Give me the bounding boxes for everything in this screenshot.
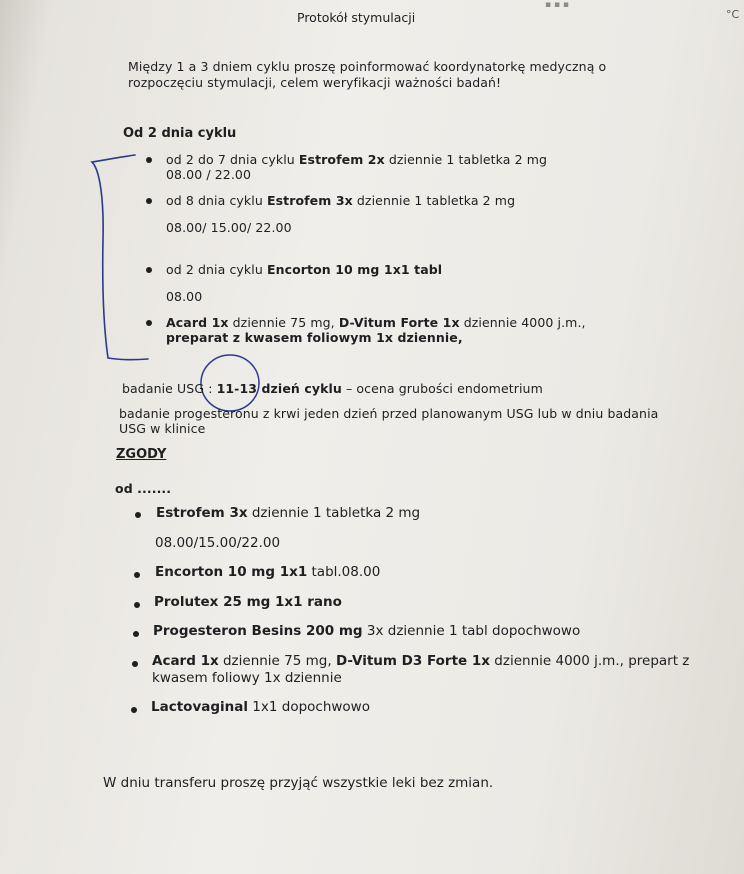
- bullet: [134, 602, 140, 608]
- usg-line: badanie USG : 11-13 dzień cyklu – ocena grubości endometrium: [122, 381, 543, 396]
- list-item: Estrofem 3x dziennie 1 tabletka 2 mg: [156, 505, 421, 521]
- pen-bracket: [92, 155, 148, 360]
- list-item: Acard 1x dziennie 75 mg, D-Vitum D3 Forte 1x dziennie 4000 j.m., prepart z: [152, 653, 690, 669]
- bullet: [133, 631, 139, 637]
- bullet: [146, 267, 152, 273]
- od-line: od .......: [115, 481, 172, 496]
- section1-heading: Od 2 dnia cyklu: [123, 126, 237, 141]
- item-times: 08.00: [166, 289, 203, 304]
- list-item: Progesteron Besins 200 mg 3x dziennie 1 tabl dopochwowo: [153, 623, 581, 639]
- progesteron-line-2: USG w klinice: [119, 421, 206, 436]
- list-item: od 2 do 7 dnia cyklu Estrofem 2x dziennie 1 tabletka 2 mg: [166, 152, 548, 167]
- item-times: 08.00/ 15.00/ 22.00: [166, 220, 292, 235]
- bullet: [146, 157, 152, 163]
- item-times: 08.00/15.00/22.00: [155, 535, 281, 551]
- item-times: 08.00 / 22.00: [166, 167, 252, 182]
- bullet: [146, 320, 152, 326]
- list-item: Prolutex 25 mg 1x1 rano: [154, 594, 342, 610]
- list-item: od 8 dnia cyklu Estrofem 3x dziennie 1 tabletka 2 mg: [166, 193, 516, 208]
- bullet: [131, 707, 137, 713]
- bullet: [134, 572, 140, 578]
- item-line-2: kwasem foliowy 1x dziennie: [152, 670, 342, 686]
- bullet: [135, 512, 141, 518]
- intro-line-1: Między 1 a 3 dniem cyklu proszę poinformować koordynatorkę medyczną o: [128, 59, 607, 74]
- list-item: od 2 dnia cyklu Encorton 10 mg 1x1 tabl: [166, 262, 443, 277]
- progesteron-line-1: badanie progesteronu z krwi jeden dzień przed planowanym USG lub w dniu badania: [119, 406, 659, 421]
- corner-fragment: ▪ ▪ ▪: [545, 0, 570, 10]
- list-item: Lactovaginal 1x1 dopochwowo: [151, 699, 370, 715]
- list-item: Acard 1x dziennie 75 mg, D-Vitum Forte 1x dziennie 4000 j.m.,: [166, 315, 586, 330]
- item-line-2: preparat z kwasem foliowym 1x dziennie,: [166, 330, 463, 345]
- list-item: Encorton 10 mg 1x1 tabl.08.00: [155, 564, 381, 580]
- bullet: [146, 198, 152, 204]
- edge-mark: °C: [726, 8, 740, 21]
- footer-note: W dniu transferu proszę przyjąć wszystkie leki bez zmian.: [103, 775, 494, 791]
- page-title: Protokół stymulacji: [297, 10, 416, 25]
- bullet: [132, 661, 138, 667]
- section2-heading: ZGODY: [116, 447, 167, 462]
- intro-line-2: rozpoczęciu stymulacji, celem weryfikacji ważności badań!: [128, 75, 502, 90]
